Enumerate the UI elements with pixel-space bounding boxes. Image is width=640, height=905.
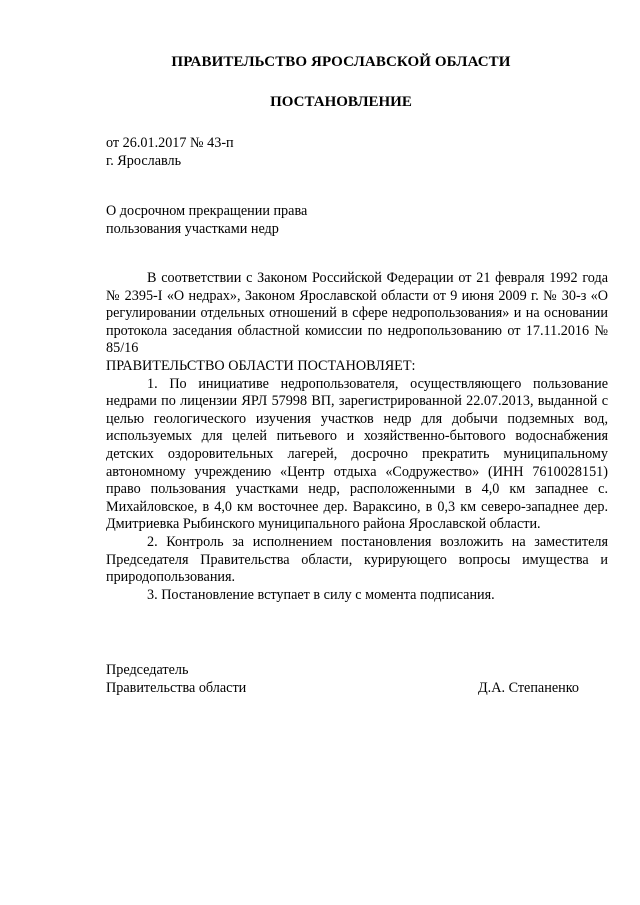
organization-title: ПРАВИТЕЛЬСТВО ЯРОСЛАВСКОЙ ОБЛАСТИ [171,54,511,70]
preamble-paragraph: В соответствии с Законом Российской Федерации от 21 февраля 1992 года № 2395-I «О недрах», Законом Ярославской области от 9 июня 2009 г. № 30-з «О регулировании отдельных отношений в сфере недропользования» и на основании протокола заседания областной комиссии по недропользованию от 17.11.2016 № 85/16 [106,270,608,357]
document-type-title: ПОСТАНОВЛЕНИЕ [270,94,412,110]
signatory-name: Д.А. Степаненко [478,680,579,696]
date-number: от 26.01.2017 № 43-п [106,135,234,151]
document-subject [106,203,307,238]
city: г. Ярославль [106,152,182,169]
item-1-paragraph: 1. По инициативе недропользователя, осуществляющего пользование недрами по лицензии ЯРЛ 57998 ВП, зарегистрированной 22.07.2013, выданной с целью геологического изучения участков недр для добычи подземных вод, используемых для целей питьевого и хозяйственно-бытового водоснабжения детских оздоровительных лагерей, досрочно прекратить муниципальному автономному учреждению «Центр отдыха «Содружество» (ИНН 7610028151) право пользования участками недр, расположенными в 4,0 км западнее с. Михайловское, в 4,0 км восточнее дер. Вараксино, в 0,3 км северо-западнее дер. Дмитриевка Рыбинского муниципального района Ярославской области. [106,375,608,533]
subject-line-2: пользования участками недр [106,220,279,237]
signatory-title [106,662,246,697]
item-2-paragraph: 2. Контроль за исполнением постановления возложить на заместителя Председателя Правительства области, курирующего вопросы имущества и природопользования. [106,533,608,586]
subject-line-1: О досрочном прекращении права [106,203,308,219]
signatory-title-line-2: Правительства области [106,679,247,696]
resolves-heading: ПРАВИТЕЛЬСТВО ОБЛАСТИ ПОСТАНОВЛЯЕТ: [106,357,416,374]
signatory-title-line-1: Председатель [106,662,189,678]
document-body [106,270,608,604]
document-meta [106,135,234,170]
item-3-paragraph: 3. Постановление вступает в силу с момента подписания. [147,586,495,603]
